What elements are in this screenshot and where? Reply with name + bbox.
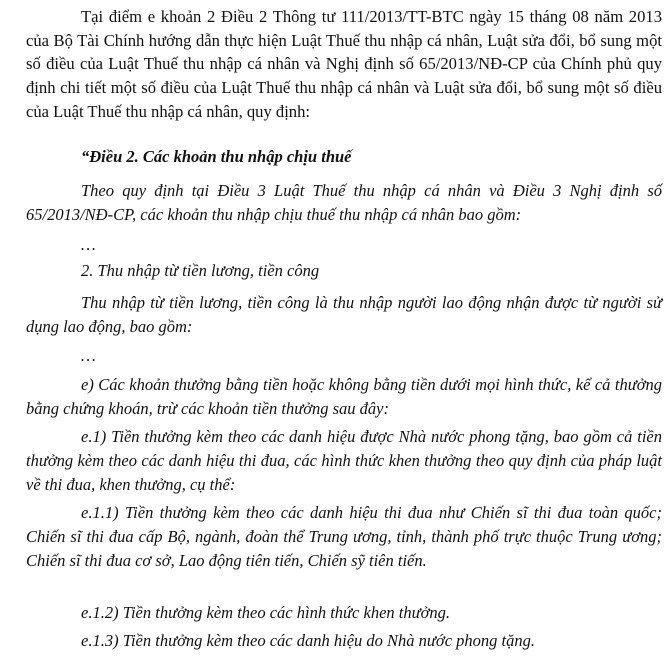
intro-paragraph: Tại điểm e khoản 2 Điều 2 Thông tư 111/2013/TT-BTC ngày 15 tháng 08 năm 2013 của Bộ Tài Chính hướng dẫn thực hiện Luật Thuế thu nhập cá nhân, Luật sửa đổi, bổ sung một số điều của Luật Thuế thu nhập cá nhân và Nghị định số 65/2013/NĐ-CP của Chính phủ quy định chi tiết một số điều của Luật Thuế thu nhập cá nhân và Luật sửa đổi, bổ sung một số điều của Luật Thuế thu nhập cá nhân, quy định:	[26, 7, 662, 121]
article-heading: “Điều 2. Các khoản thu nhập chịu thuế	[81, 147, 352, 166]
body-paragraph: 2. Thu nhập từ tiền lương, tiền công	[81, 261, 320, 280]
body-paragraph: e) Các khoản thưởng bằng tiền hoặc không bằng tiền dưới mọi hình thức, kể cả thưởng bằng chứng khoán, trừ các khoản tiền thưởng sau đây:	[26, 375, 662, 418]
body-paragraph: Theo quy định tại Điều 3 Luật Thuế thu nhập cá nhân và Điều 3 Nghị định số 65/2013/NĐ-CP, các khoản thu nhập chịu thuế thu nhập cá nhân bao gồm:	[26, 181, 662, 224]
body-paragraph: e.1.3) Tiền thưởng kèm theo các danh hiệu do Nhà nước phong tặng.	[81, 631, 535, 650]
body-paragraph: e.1) Tiền thưởng kèm theo các danh hiệu được Nhà nước phong tặng, bao gồm cả tiền thưởng kèm theo các danh hiệu thi đua, các hình thức khen thưởng theo quy định của pháp luật về thi đua, khen thưởng, cụ thể:	[26, 427, 662, 494]
ellipsis-line: …	[81, 346, 96, 365]
body-paragraph: e.1.1) Tiền thưởng kèm theo các danh hiệu thi đua như Chiến sĩ thi đua toàn quốc; Chiến sĩ thi đua cấp Bộ, ngành, đoàn thể Trung ương, tỉnh, thành phố trực thuộc Trung ương; Chiến sĩ thi đua cơ sở, Lao động tiên tiến, Chiến sỹ tiên tiến.	[26, 503, 662, 570]
body-paragraph: e.1.2) Tiền thưởng kèm theo các hình thức khen thưởng.	[81, 603, 451, 622]
body-paragraph: Thu nhập từ tiền lương, tiền công là thu nhập người lao động nhận được từ người sử dụng lao động, bao gồm:	[26, 293, 662, 336]
ellipsis-line: …	[81, 235, 96, 254]
